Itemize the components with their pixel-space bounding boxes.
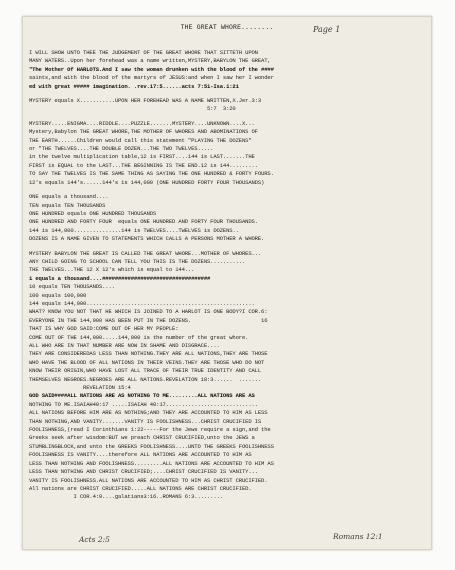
text-line: VANITY IS FOOLISHNESS.ALL NATIONS ARE ACCOUNTED TO HIM AS CHRIST CRUCIFIED.	[29, 476, 268, 484]
handwritten-page-note: Page 1	[313, 25, 341, 34]
text-line: MANY WATERS..Upon her forehead was a name written,MYSTERY,BABYLON THE GREAT,	[29, 57, 271, 65]
paragraph	[29, 120, 427, 187]
paragraph	[29, 193, 427, 243]
text-line: DOZENS IS A NAME GIVEN TO STATEMENTS WHICH CALLS A PERSONS MOTHER A WHORE.	[29, 235, 265, 243]
paper-sheet	[22, 16, 432, 550]
text-line: 12's equals 144's......144's is 144,000 (ONE HUNDRED FORTY FOUR THOUSANDS)	[29, 178, 265, 186]
text-line: or "THE TWELVES....THE DOUBLE DOZEN...THE TWO TWELVES.....	[29, 145, 214, 153]
margin-note-acts: Acts 2:5	[79, 535, 110, 544]
text-line: "The Mother Of HARLOTS.And I saw the woman drunken with the blood of the ####	[29, 65, 274, 73]
text-line: FIRST is EQUAL to the LAST...THE BEGINNING IS THE END.12 is 144.........	[29, 161, 258, 169]
text-line: 10 equals TEN THOUSANDS....	[29, 283, 115, 291]
text-line: THE TWELVES...THE 12 X 12's which is equal to 144...	[29, 266, 195, 274]
text-line: ONE HUNDRED AND FORTY FOUR equals ONE HUNDRED AND FORTY FOUR THOUSANDS.	[29, 218, 258, 226]
text-line: I COR.4:9....galatians3:16..ROMANS 6:3.........	[29, 493, 223, 501]
text-line: KNOW THEIR ORIGIN,WHO HAVE LOST ALL TRACE OF THEIR TRUE IDENTITY AND CALL	[29, 367, 262, 375]
text-line: FOOLISHNESS IS VANITY....therefore ALL NATIONS ARE ACCOUNTED TO HIM AS	[29, 451, 252, 459]
text-line: TO SAY THE TWELVES IS THE SAME THING AS SAYING THE ONE HUNDRED & FORTY FOURS.	[29, 170, 274, 178]
text-line: MYSTERY.....ENIGMA....RIDDLE....PUZZLE.......MYSTERY....UNKNOWN....X...	[29, 119, 255, 127]
text-line: 144 equals 144,000.....................................................	[29, 299, 255, 307]
text-line: COME OUT OF THE 144,000.....144,000 is the number of the great whore.	[29, 333, 249, 341]
paragraph	[29, 49, 427, 91]
text-line: saints,and with the blood of the martyrs of JESUS:and when I saw her I wonder	[29, 74, 274, 82]
text-line: ed with great ##### imagination. .rev.17:5......acts 7:51-Isa.1:21	[29, 82, 239, 90]
text-line: ALL WHO ARE IN THAT NUMBER ARE NOW IN SHAME AND DISGRACE....	[29, 342, 220, 349]
text-line: EVERYONE IN THE 144,000 HAS BEEN PUT IN THE DOZENS. 16	[29, 316, 268, 324]
text-line: WHAT? KNOW YOU NOT THAT HE WHICH IS JOINED TO A HARLOT IS ONE BODY?I COR.6:	[29, 308, 268, 316]
text-line: REVELATION 15:4	[29, 384, 131, 392]
paragraph	[29, 97, 427, 114]
text-line: MYSTERY BABYLON THE GREAT IS CALLED THE GREAT WHORE...MOTHER OF WHORES...	[29, 249, 262, 257]
text-line: THEY ARE CONSIDEREDAS LESS THAN NOTHING.THEY ARE ALL NATIONS,THEY ARE THOSE	[29, 350, 268, 358]
text-line: THAN NOTHING,AND VANITY.......VANITY IS FOOLISHNESS...CHRIST CRUCIFIED IS	[29, 417, 262, 425]
text-line: STUMBLINGBLOCK,and unto the GREEKS FOOLISHNESS....UNTO THE GREEKS FOOLISHNESS	[29, 442, 274, 450]
text-line: THEMSELVES NEGROES.NEGROES ARE ALL NATIONS.REVELATION 18:3...... .......	[29, 375, 262, 383]
text-line: Mystery,Babylon THE GREAT WHORE,THE MOTHER OF WHORES AND ABOMINATIONS OF	[29, 128, 258, 136]
text-line: WHO HAVE THE BLOOD OF ALL NATIONS IN THEIR VEINS.THEY ARE THOSE WHO DO NOT	[29, 358, 265, 366]
document-title: THE GREAT WHORE........	[180, 24, 274, 31]
document-body	[29, 49, 427, 508]
text-line: MYSTERY equals X...........UPON HER FOREHEAD WAS A NAME WRITTEN,X.Jer.3:3	[29, 97, 262, 105]
text-line: 100 equals 100,000	[29, 291, 87, 299]
text-line: I WILL SHOW UNTO THEE THE JUDGEMENT OF THE GREAT WHORE THAT SITTETH UPON	[29, 49, 258, 56]
text-line: in the twelve multiplication table,12 is FIRST....144 is LAST.......THE	[29, 153, 255, 161]
text-line: 5:7 3:20	[29, 105, 236, 113]
text-line: ANY CHILD GOING TO SCHOOL CAN TELL YOU THIS IS THE DOZENS...........	[29, 257, 246, 265]
text-line: NOTHING TO ME.ISAIAH40:17 .....ISAIAH 40:17.............................	[29, 400, 258, 408]
text-line: LESS THAN NOTHING AND FOOLISHNESS.........ALL NATIONS ARE ACCOUNTED TO HIM AS	[29, 459, 274, 467]
text-line: 144 is 144,000...............144 is TWELVES....TWELVES is DOZENS..	[29, 226, 239, 234]
text-line: ALL NATIONS BEFORE HIM ARE AS NOTHING;AND THEY ARE ACCOUNTED TO HIM AS LESS	[29, 409, 268, 417]
text-line: THAT IS WHY GOD SAID:COME OUT OF HER MY PEOPLE:	[29, 325, 179, 333]
margin-note-romans: Romans 12:1	[333, 532, 383, 541]
text-line: FOOLISHNESS,(read I Corinthians 1:22-----For the Jews require a sign,and the	[29, 426, 271, 434]
paragraph	[29, 250, 427, 502]
text-line: 1 equals a thousand....##################################	[29, 274, 211, 282]
text-line: TEN equals TEN THOUSANDS	[29, 201, 106, 209]
text-line: THE EARTH......Children would call this statement "PLAYING THE DOZENS"	[29, 136, 252, 144]
text-line: All nations are CHRIST CRUCIFIED.....ALL NATIONS ARE CHRIST CRUCIFIED.	[29, 484, 252, 492]
text-line: GOD SAID####ALL NATIONS ARE AS NOTHING TO ME.........ALL NATIONS ARE AS	[29, 392, 255, 400]
text-line: LESS THAN NOTHING AND CHRIST CRUCIFIED;....CHRIST CRUCIFIED IS VANITY...	[29, 468, 258, 476]
text-line: ONE equals a thousand....	[29, 193, 109, 201]
text-line: ONE HUNDRED equals ONE HUNDRED THOUSANDS	[29, 209, 157, 217]
text-line: Greeks seek after wisdom:BUT we preach CHRIST CRUCIFIED,unto the JEWS a	[29, 434, 255, 442]
